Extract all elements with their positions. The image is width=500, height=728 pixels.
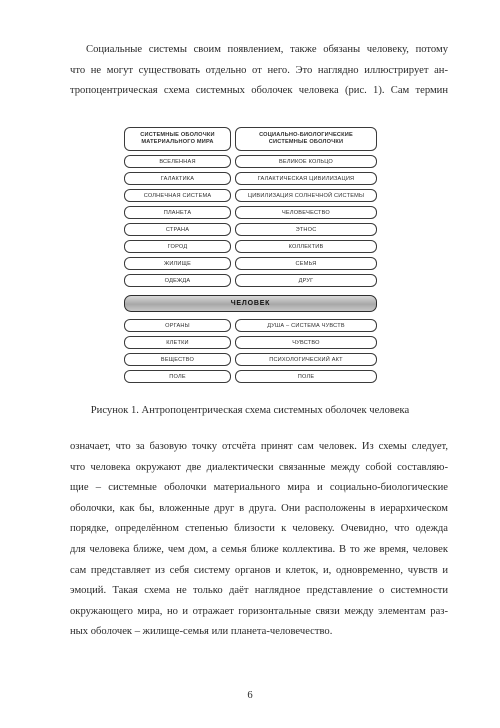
social-shell-box: ЧЕЛОВЕЧЕСТВО (235, 206, 377, 219)
social-shell-box: СЕМЬЯ (235, 257, 377, 270)
inner-social-box: ПОЛЕ (235, 370, 377, 383)
text-line: порядке, определённом степенью близости к человеку. Очевидно, что одежда (70, 523, 448, 535)
text-line: щие – системные оболочки материального мира и социально-биологические (70, 482, 448, 494)
text-line: тропоцентрическая схема системных оболочек человека (рис. 1). Сам термин (70, 85, 448, 97)
text-line: для человека ближе, чем дом, а семья ближе коллектива. В то же время, человек (70, 543, 448, 555)
inner-social-box: ЧУВСТВО (235, 336, 377, 349)
text-line: означает, что за базовую точку отсчёта принят сам человек. Из схемы следует, (70, 441, 448, 452)
text-line: эмоций. Такая схема не только даёт наглядное представление о системности (70, 585, 448, 597)
left-column-header: СИСТЕМНЫЕ ОБОЛОЧКИ МАТЕРИАЛЬНОГО МИРА (124, 127, 231, 151)
page-number: 6 (247, 690, 253, 701)
material-shell-box: ГОРОД (124, 240, 231, 253)
social-shell-box: ВЕЛИКОЕ КОЛЬЦО (235, 155, 377, 168)
social-shell-box: ЦИВИЛИЗАЦИЯ СОЛНЕЧНОЙ СИСТЕМЫ (235, 189, 377, 202)
text-line: сам представляет из себя систему органов и клеток, и, одновременно, чувств и (70, 564, 448, 576)
figure-caption: Рисунок 1. Антропоцентрическая схема системных оболочек человека (90, 405, 410, 416)
material-shell-box: СТРАНА (124, 223, 231, 236)
material-shell-box: ГАЛАКТИКА (124, 172, 231, 185)
material-shell-box: ПЛАНЕТА (124, 206, 231, 219)
social-shell-box: ГАЛАКТИЧЕСКАЯ ЦИВИЛИЗАЦИЯ (235, 172, 377, 185)
intro-paragraph (70, 40, 448, 102)
material-shell-box: ЖИЛИЩЕ (124, 257, 231, 270)
inner-social-box: ДУША – СИСТЕМА ЧУВСТВ (235, 319, 377, 332)
inner-material-box: ОРГАНЫ (124, 319, 231, 332)
right-column-header: СОЦИАЛЬНО-БИОЛОГИЧЕСКИЕ СИСТЕМНЫЕ ОБОЛОЧКИ (235, 127, 377, 151)
material-shell-box: ОДЕЖДА (124, 274, 231, 287)
inner-material-box: ВЕЩЕСТВО (124, 353, 231, 366)
inner-material-box: ПОЛЕ (124, 370, 231, 383)
text-line: ных оболочек – жилище-семья или планета-человечество. (70, 626, 333, 638)
social-shell-box: ДРУГ (235, 274, 377, 287)
text-line: что не могут существовать отдельно от него. Это наглядно иллюстрирует ан- (70, 64, 448, 76)
inner-material-box: КЛЕТКИ (124, 336, 231, 349)
social-shell-box: КОЛЛЕКТИВ (235, 240, 377, 253)
shells-diagram (124, 127, 377, 385)
text-line: что человека окружают две диалектически связанные между собой составляю- (70, 461, 448, 473)
material-shell-box: ВСЕЛЕННАЯ (124, 155, 231, 168)
text-line: Социальные системы своим появлением, также обязаны человеку, потому (86, 44, 448, 55)
text-line: оболочки, как бы, вложенные друг в друга. Они расположены в иерархическом (70, 502, 448, 514)
text-line: окружающего мира, но и отражает горизонтальные связи между элементам раз- (70, 605, 448, 617)
body-paragraph (70, 437, 448, 643)
inner-social-box: ПСИХОЛОГИЧЕСКИЙ АКТ (235, 353, 377, 366)
social-shell-box: ЭТНОС (235, 223, 377, 236)
material-shell-box: СОЛНЕЧНАЯ СИСТЕМА (124, 189, 231, 202)
human-center-box: ЧЕЛОВЕК (124, 295, 377, 312)
